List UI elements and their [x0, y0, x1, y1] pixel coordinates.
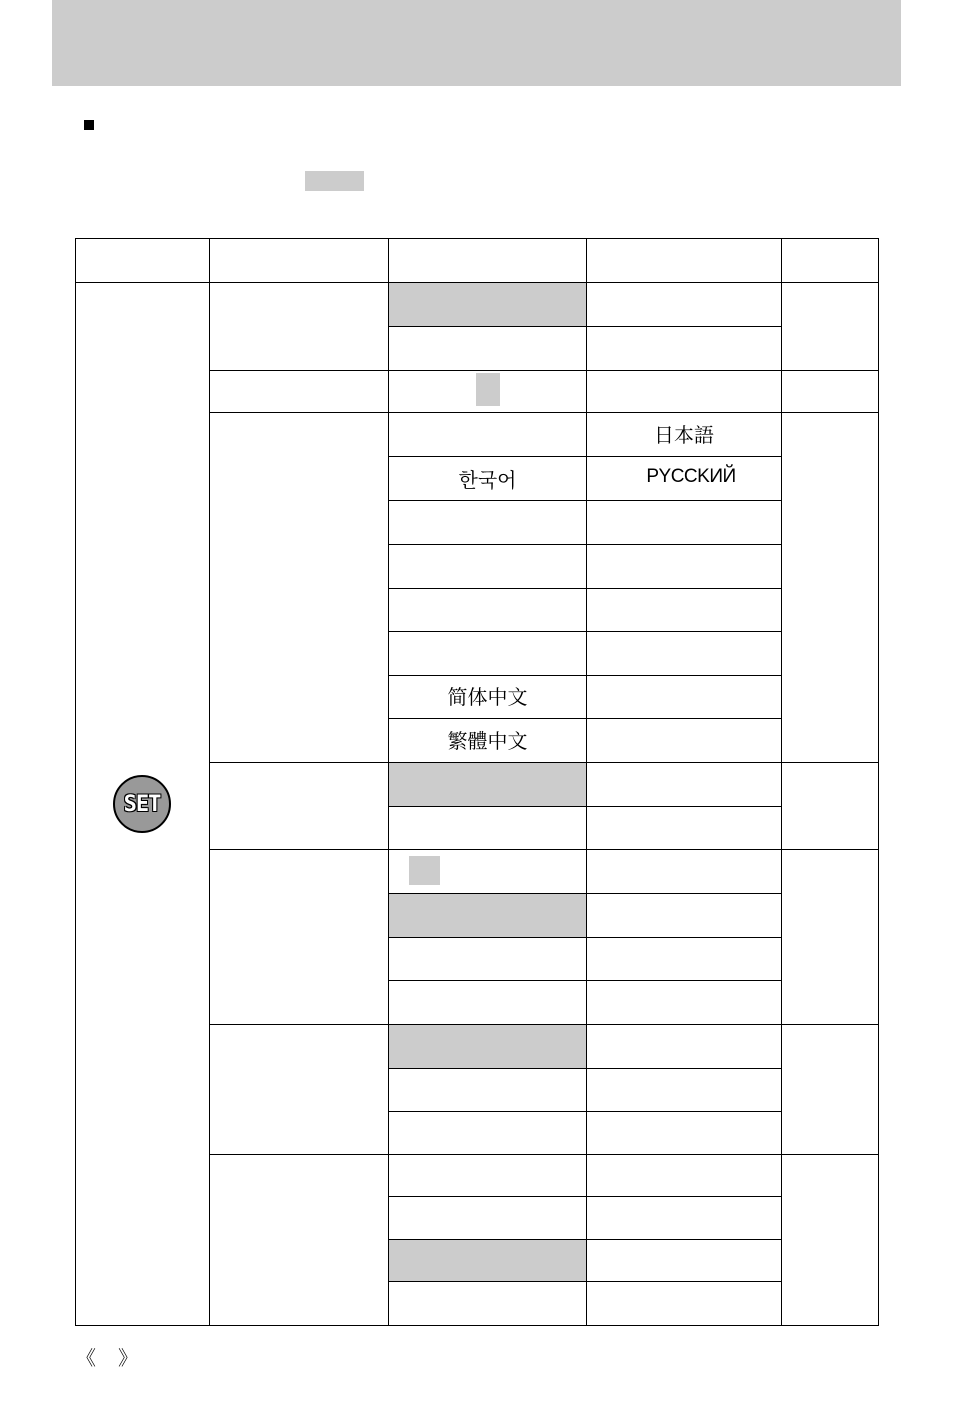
- shaded-cell: [389, 763, 586, 806]
- table-border: [388, 1196, 782, 1197]
- table-border: [388, 456, 782, 457]
- table-border: [75, 238, 76, 1326]
- table-border: [388, 631, 782, 632]
- table-border: [388, 326, 782, 327]
- table-border: [586, 238, 587, 1326]
- header-band: [52, 0, 901, 86]
- table-border: [878, 238, 879, 1326]
- table-border: [388, 980, 782, 981]
- table-border: [388, 718, 782, 719]
- table-border: [781, 238, 782, 1326]
- shaded-cell: [389, 1025, 586, 1068]
- set-button-icon: [113, 775, 171, 833]
- footer-open-bracket: 《: [76, 1346, 96, 1370]
- set-icon-label: SET: [123, 791, 161, 817]
- table-border: [209, 849, 879, 850]
- bullet-square: [84, 120, 94, 130]
- language-russian: PYCCKИЙ: [646, 466, 736, 487]
- table-border: [388, 238, 389, 1326]
- shaded-cell: [389, 1240, 586, 1281]
- inline-highlight-box: [305, 171, 364, 191]
- table-border: [388, 1068, 782, 1069]
- table-border: [388, 544, 782, 545]
- language-traditional-chinese: 繁體中文: [447, 729, 528, 753]
- table-border: [75, 282, 879, 283]
- language-simplified-chinese: 简体中文: [447, 685, 528, 709]
- table-border: [388, 500, 782, 501]
- table-border: [388, 1239, 782, 1240]
- table-border: [388, 806, 782, 807]
- table-border: [75, 238, 879, 239]
- table-border: [388, 675, 782, 676]
- table-border: [388, 1111, 782, 1112]
- footer-close-bracket: 》: [118, 1346, 138, 1370]
- table-border: [75, 1325, 879, 1326]
- table-border: [209, 370, 879, 371]
- table-border: [209, 762, 879, 763]
- small-shaded-marker: [476, 373, 500, 406]
- table-border: [388, 893, 782, 894]
- table-border: [388, 937, 782, 938]
- table-border: [388, 588, 782, 589]
- shaded-cell: [389, 283, 586, 326]
- table-border: [209, 412, 879, 413]
- language-japanese: 日本語: [654, 423, 714, 447]
- table-border: [388, 1281, 782, 1282]
- table-border: [209, 238, 210, 1326]
- language-korean: 한국어: [458, 468, 517, 492]
- table-border: [209, 1024, 879, 1025]
- table-border: [209, 1154, 879, 1155]
- small-shaded-marker: [409, 856, 440, 885]
- shaded-cell: [389, 894, 586, 937]
